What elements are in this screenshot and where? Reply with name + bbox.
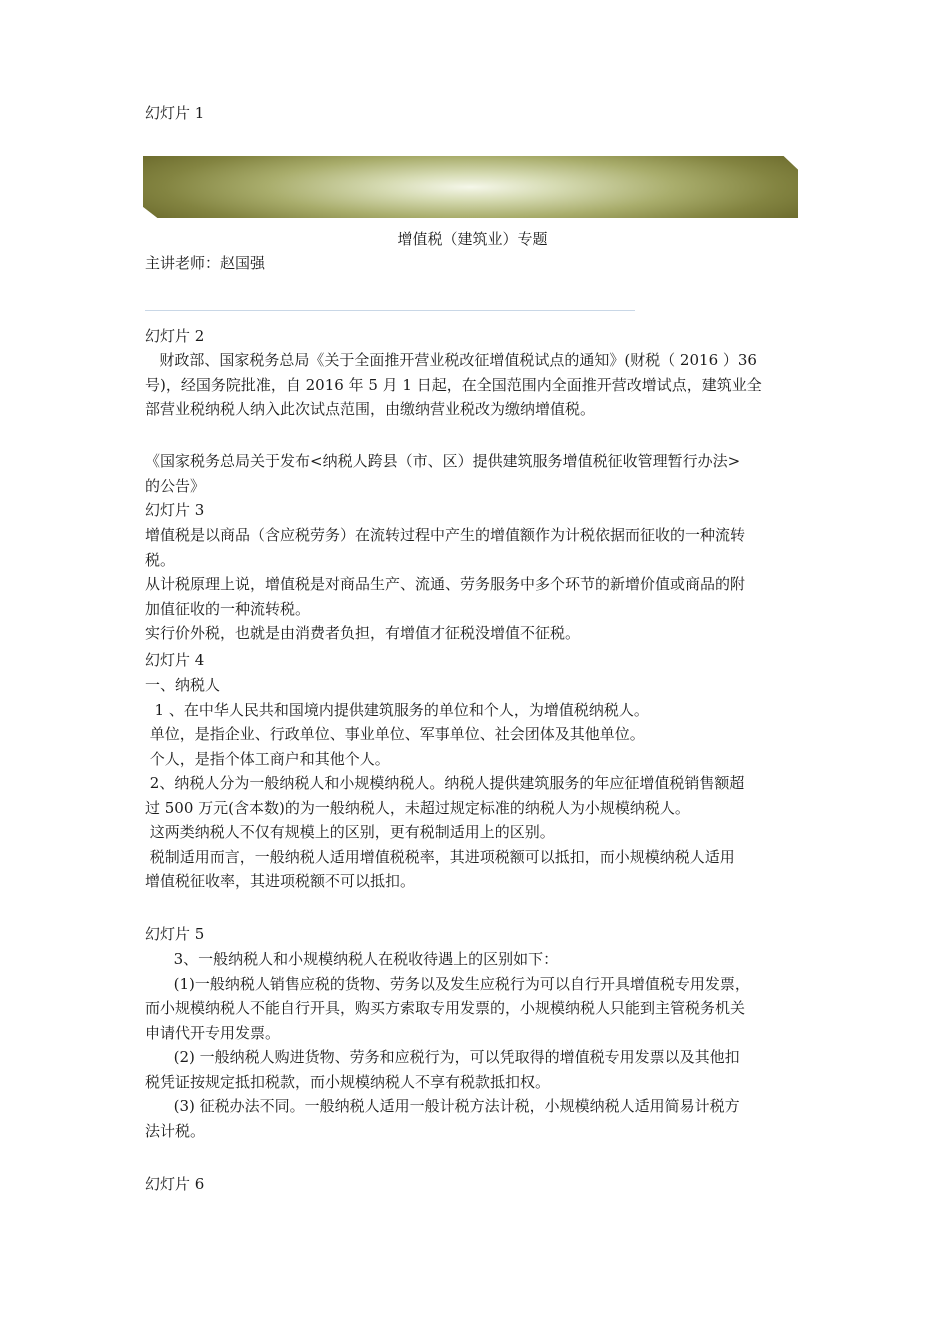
body-line: 个人，是指个体工商户和其他个人。: [145, 749, 390, 768]
body-line: 单位，是指企业、行政单位、事业单位、军事单位、社会团体及其他单位。: [145, 725, 645, 743]
notice-line: 《国家税务总局关于发布<纳税人跨县（市、区）提供建筑服务增值税征收管理暂行办法>: [145, 452, 741, 470]
body-line: 2、纳税人分为一般纳税人和小规模纳税人。纳税人提供建筑服务的年应征增值税销售额超: [145, 774, 745, 792]
paragraph-line: 号)，经国务院批准，自 2016 年 5 月 1 日起，在全国范围内全面推开营改增试点，建筑业全: [145, 375, 762, 394]
body-line: 加值征收的一种流转税。: [145, 599, 311, 618]
body-line: 增值税征收率，其进项税额不可以抵扣。: [145, 872, 416, 890]
body-line: 过 500 万元(含本数)的为一般纳税人，未超过规定标准的纳税人为小规模纳税人。: [145, 798, 690, 817]
body-line: 从计税原理上说，增值税是对商品生产、流通、劳务服务中多个环节的新增价值或商品的附: [145, 575, 746, 593]
body-line: 法计税。: [145, 1121, 206, 1140]
body-line: 1 、在中华人民共和国境内提供建筑服务的单位和个人，为增值税纳税人。: [145, 700, 649, 719]
body-line: 申请代开专用发票。: [145, 1023, 281, 1042]
slide-1-heading: 幻灯片 1: [145, 104, 205, 122]
slide-2-paragraph: [145, 348, 815, 422]
slide-3-heading: 幻灯片 3: [145, 501, 205, 519]
paragraph-line: 部营业税纳税人纳入此次试点范围，由缴纳营业税改为缴纳增值税。: [145, 400, 596, 418]
body-line: 而小规模纳税人不能自行开具，购买方索取专用发票的，小规模纳税人只能到主管税务机关: [145, 999, 746, 1017]
body-line: (2) 一般纳税人购进货物、劳务和应税行为，可以凭取得的增值税专用发票以及其他扣: [145, 1048, 740, 1066]
title-banner-graphic: [143, 156, 798, 218]
body-line: (1)一般纳税人销售应税的货物、劳务以及发生应税行为可以自行开具增值税专用发票，: [145, 974, 750, 993]
body-line: 实行价外税，也就是由消费者负担，有增值才征税没增值不征税。: [145, 624, 581, 642]
slide-4-body: [145, 673, 815, 894]
slide-5-body: [145, 947, 815, 1143]
body-line: 这两类纳税人不仅有规模上的区别，更有税制适用上的区别。: [145, 823, 555, 841]
slide-4-heading: 幻灯片 4: [145, 651, 205, 669]
slide-6-heading: 幻灯片 6: [145, 1175, 205, 1193]
slide-2-notice: [145, 449, 815, 498]
body-line: (3) 征税办法不同。一般纳税人适用一般计税方法计税，小规模纳税人适用简易计税方: [145, 1097, 740, 1115]
body-line: 税。: [145, 550, 176, 569]
slide-5-heading: 幻灯片 5: [145, 925, 205, 943]
body-line: 一、纳税人: [145, 676, 221, 694]
body-line: 税凭证按规定抵扣税款，而小规模纳税人不享有税款抵扣权。: [145, 1072, 551, 1091]
body-line: 3、一般纳税人和小规模纳税人在税收待遇上的区别如下：: [145, 950, 559, 968]
lecturer-line: 主讲老师：赵国强: [145, 254, 266, 272]
paragraph-line: 财政部、国家税务总局《关于全面推开营业税改征增值税试点的通知》(财税（ 2016 ）36: [145, 351, 757, 369]
slide-2-heading: 幻灯片 2: [145, 327, 205, 345]
slide-3-body: [145, 523, 815, 646]
body-line: 增值税是以商品（含应税劳务）在流转过程中产生的增值额作为计税依据而征收的一种流转: [145, 526, 746, 544]
divider-line: [145, 310, 635, 311]
presentation-title: 增值税（建筑业）专题: [397, 230, 548, 248]
body-line: 税制适用而言，一般纳税人适用增值税税率，其进项税额可以抵扣，而小规模纳税人适用: [145, 847, 735, 866]
notice-line: 的公告》: [145, 476, 206, 495]
